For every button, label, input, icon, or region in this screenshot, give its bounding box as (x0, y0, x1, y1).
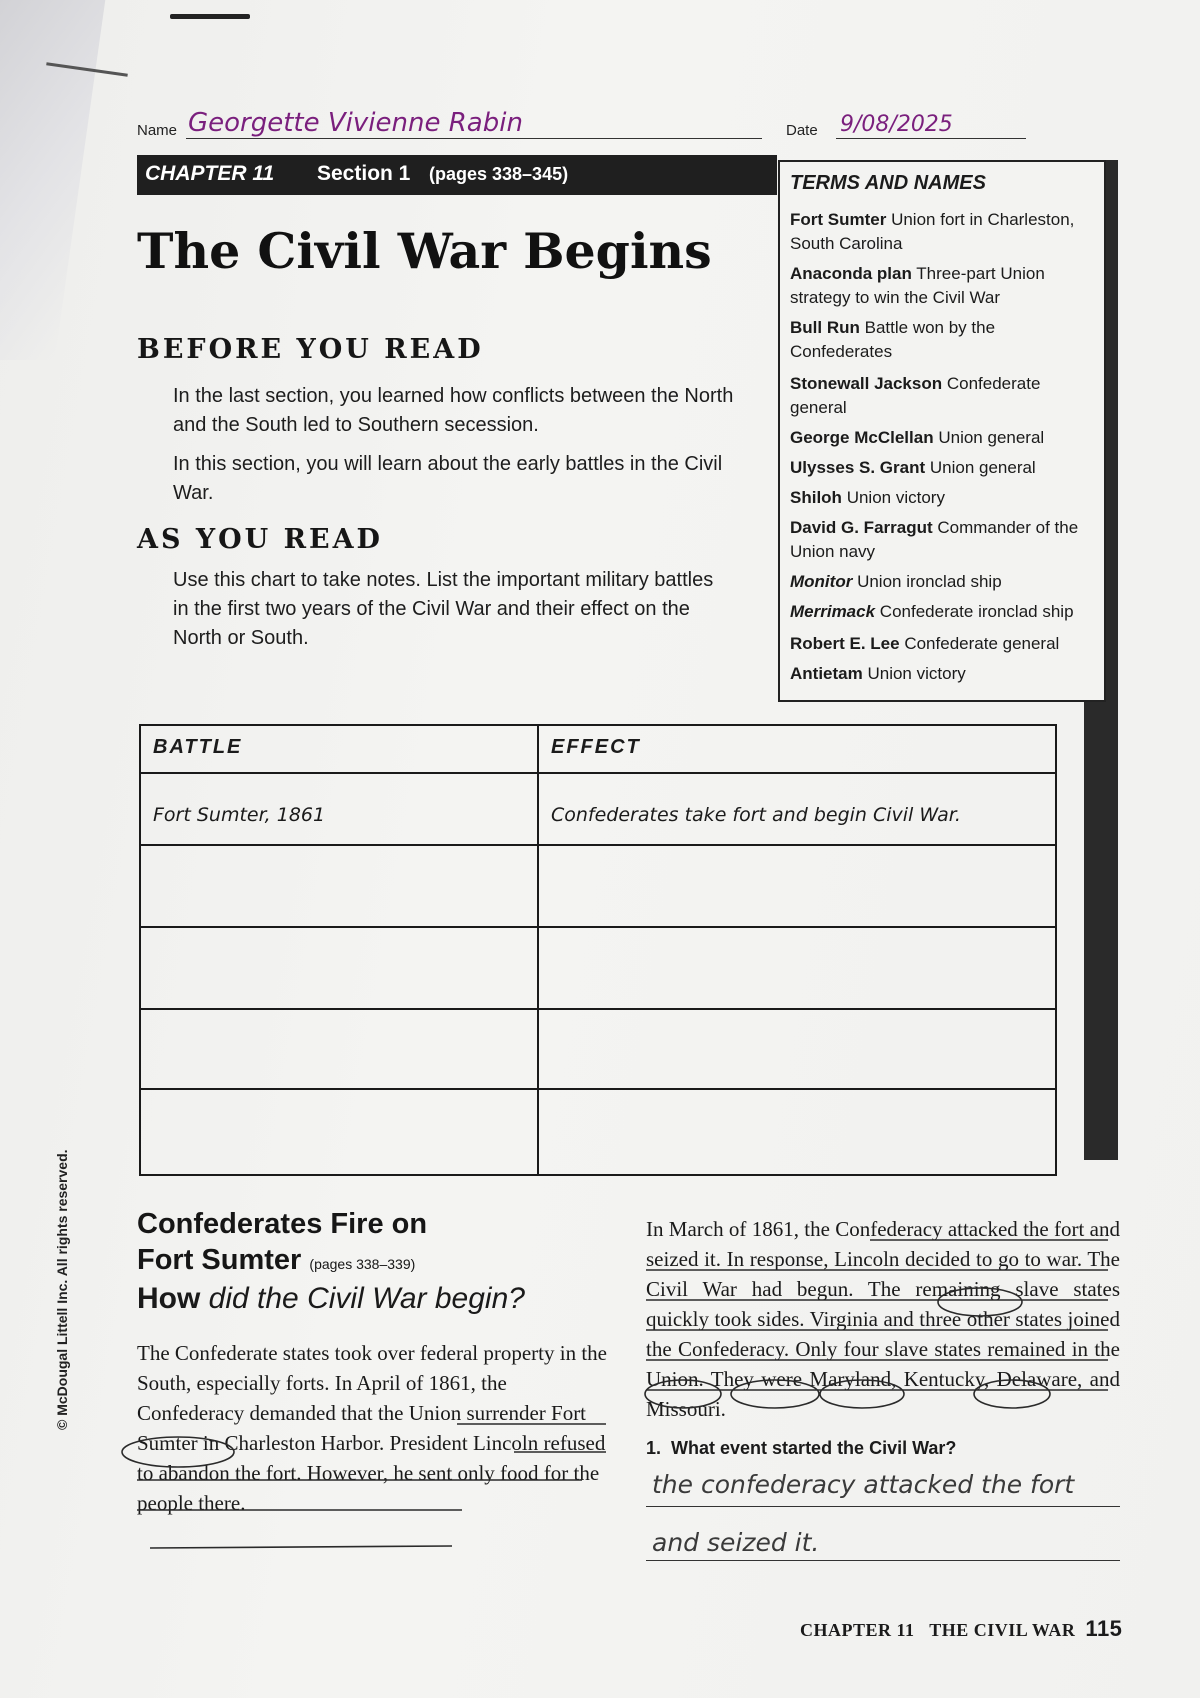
footer-title: THE CIVIL WAR (929, 1620, 1076, 1640)
section-text-left: The Confederate states took over federal property in the South, especially forts. In April of 1861, the Confederacy demanded that the Union surrender Fort Sumter in Charleston Harbor. President Lincoln refused to abandon the fort. However, he sent only food for the people there. (137, 1341, 607, 1515)
terms-heading: TERMS AND NAMES (790, 172, 986, 194)
before-you-read-heading: BEFORE YOU READ (137, 334, 484, 365)
page-title: The Civil War Begins (137, 222, 712, 280)
term-item: David G. Farragut Commander of the Union navy (790, 518, 1079, 561)
section-heading-line2: Fort Sumter (pages 338–339) (137, 1244, 416, 1276)
circle-mark (974, 1380, 1050, 1408)
term-item: Merrimack Confederate ironclad ship (790, 602, 1074, 621)
term-item: Shiloh Union victory (790, 488, 945, 507)
section-label: Section 1 (317, 162, 411, 185)
term-item: Antietam Union victory (790, 664, 966, 683)
answer-line-1[interactable]: the confederacy attacked the fort (652, 1470, 1075, 1499)
term-item: George McClellan Union general (790, 428, 1045, 447)
circle-mark (645, 1380, 721, 1408)
circle-mark (938, 1288, 1022, 1316)
section-pages: (pages 338–345) (429, 164, 569, 184)
date-label: Date (786, 122, 818, 139)
chapter-label: CHAPTER 11 (145, 162, 275, 185)
column-header-battle: BATTLE (153, 736, 243, 758)
name-field[interactable]: Georgette Vivienne Rabin (188, 108, 523, 138)
section-heading-pages: (pages 338–339) (309, 1256, 416, 1272)
copyright-text: © McDougal Littell Inc. All rights reserved. (54, 1149, 70, 1430)
before-you-read-p1: In the last section, you learned how conflicts between the North and the South led to Southern secession. (173, 385, 734, 436)
term-item: Stonewall Jackson Confederate general (790, 374, 1041, 417)
as-you-read-heading: AS YOU READ (137, 524, 383, 555)
term-item: Ulysses S. Grant Union general (790, 458, 1036, 477)
footer-chapter: CHAPTER 11 (800, 1620, 915, 1640)
before-you-read-p2: In this section, you will learn about the early battles in the Civil War. (173, 453, 723, 504)
guiding-question: How did the Civil War begin? (137, 1282, 525, 1315)
table-cell-effect[interactable]: Confederates take fort and begin Civil War. (551, 804, 961, 826)
column-header-effect: EFFECT (551, 736, 641, 758)
term-item: Bull Run Battle won by the Confederates (790, 318, 996, 361)
table-cell-battle[interactable]: Fort Sumter, 1861 (153, 804, 326, 826)
circle-mark (122, 1437, 234, 1467)
question-1: 1. What event started the Civil War? (646, 1438, 957, 1458)
circle-mark (820, 1380, 904, 1408)
as-you-read-p1: Use this chart to take notes. List the important military battles in the first two years of the Civil War and their effect on the North or South. (173, 569, 714, 649)
section-heading-line1: Confederates Fire on (137, 1208, 428, 1240)
term-item: Monitor Union ironclad ship (790, 572, 1002, 591)
underline-mark (150, 1546, 452, 1548)
term-item: Robert E. Lee Confederate general (790, 634, 1060, 653)
page-number: 115 (1085, 1616, 1123, 1641)
answer-line-2[interactable]: and seized it. (652, 1528, 820, 1557)
term-item: Fort Sumter Union fort in Charleston, South Carolina (790, 210, 1075, 253)
date-field[interactable]: 9/08/2025 (840, 112, 953, 137)
section-text-right: In March of 1861, the Confederacy attacked the fort and seized it. In response, Lincoln decided to go to war. The Civil War had begun. The remaining slave states quickly took sides. Virginia and three other states joined the Confederacy. Only four slave states remained in the Union. They were Maryland, Kentucky, Delaware, and Missouri. (646, 1217, 1120, 1421)
term-item: Anaconda plan Three-part Union strategy to win the Civil War (790, 264, 1045, 307)
circle-mark (731, 1380, 819, 1408)
name-label: Name (137, 122, 178, 139)
